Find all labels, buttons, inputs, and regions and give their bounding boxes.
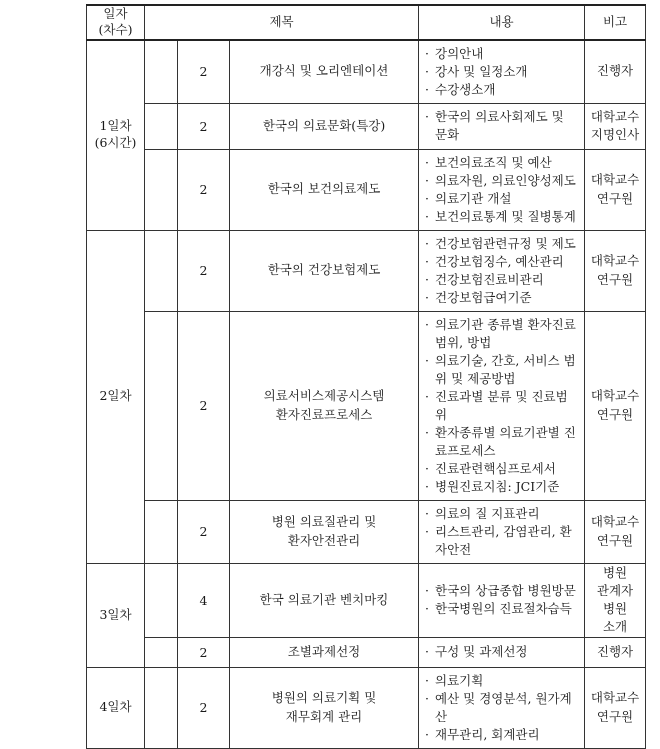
title-cell: 개강식 및 오리엔테이션	[230, 40, 419, 104]
table-row	[87, 311, 646, 500]
content-item: · 의료기관 개설	[425, 190, 578, 208]
content-cell	[419, 667, 585, 748]
content-cell	[419, 230, 585, 311]
hours-cell: 2	[178, 637, 230, 667]
content-item: · 진료과별 분류 및 진료범위	[425, 388, 578, 424]
content-item: · 강사 및 일정소개	[425, 63, 578, 81]
table-row	[87, 103, 646, 149]
content-cell	[419, 103, 585, 149]
header-row	[87, 5, 646, 40]
content-item: · 의료기관 종류별 환자진료 범위, 방법	[425, 316, 578, 352]
title-cell: 의료서비스제공시스템 환자진료프로세스	[230, 311, 419, 500]
content-item: · 건강보험징수, 예산관리	[425, 253, 578, 271]
hours-cell: 2	[178, 103, 230, 149]
table-row	[87, 40, 646, 104]
remark-cell: 진행자	[585, 637, 646, 667]
day-cell: 1일차 (6시간)	[87, 40, 145, 231]
table-row	[87, 563, 646, 637]
content-item: · 병원진료지침: JCI기준	[425, 478, 578, 496]
title-cell: 한국의 의료문화(특강)	[230, 103, 419, 149]
content-item: · 수강생소개	[425, 81, 578, 99]
header-day: 일자 (차수)	[87, 5, 145, 40]
content-item: · 리스트관리, 감염관리, 환자안전	[425, 523, 578, 559]
hours-cell: 4	[178, 563, 230, 637]
table-row	[87, 637, 646, 667]
table-row	[87, 149, 646, 230]
remark-cell: 대학교수 지명인사	[585, 103, 646, 149]
content-item: · 의료기술, 간호, 서비스 범위 및 제공방법	[425, 352, 578, 388]
title-cell: 한국의 건강보험제도	[230, 230, 419, 311]
content-item: · 의료의 질 지표관리	[425, 505, 578, 523]
content-item: · 재무관리, 회계관리	[425, 726, 578, 744]
header-content: 내용	[419, 5, 585, 40]
content-item: · 보건의료조직 및 예산	[425, 154, 578, 172]
content-item: · 한국의 상급종합 병원방문	[425, 582, 578, 600]
content-item: · 건강보험급여기준	[425, 289, 578, 307]
hours-cell: 2	[178, 500, 230, 563]
content-item: · 의료기획	[425, 672, 578, 690]
remark-cell: 대학교수 연구원	[585, 500, 646, 563]
content-item: · 강의안내	[425, 45, 578, 63]
content-cell	[419, 500, 585, 563]
remark-cell: 병원 관계자 병원 소개	[585, 563, 646, 637]
content-item: · 구성 및 과제선정	[425, 643, 578, 661]
content-item: · 한국의 의료사회제도 및 문화	[425, 108, 578, 144]
title-cell: 병원의 의료기획 및 재무회계 관리	[230, 667, 419, 748]
content-cell	[419, 149, 585, 230]
content-item: · 예산 및 경영분석, 원가계산	[425, 690, 578, 726]
title-cell: 병원 의료질관리 및 환자안전관리	[230, 500, 419, 563]
hours-cell: 2	[178, 667, 230, 748]
remark-cell: 대학교수 연구원	[585, 311, 646, 500]
remark-cell: 대학교수 연구원	[585, 667, 646, 748]
hours-cell: 2	[178, 230, 230, 311]
day-cell: 2일차	[87, 230, 145, 563]
content-cell	[419, 40, 585, 104]
header-title: 제목	[145, 5, 419, 40]
day-cell: 3일차	[87, 563, 145, 667]
hours-cell: 2	[178, 311, 230, 500]
content-cell	[419, 563, 585, 637]
title-cell: 한국의 보건의료제도	[230, 149, 419, 230]
schedule-table	[86, 4, 646, 749]
table-row	[87, 500, 646, 563]
day-cell: 4일차	[87, 667, 145, 748]
title-cell: 한국 의료기관 벤치마킹	[230, 563, 419, 637]
hours-cell: 2	[178, 40, 230, 104]
content-item: · 의료자원, 의료인양성제도	[425, 172, 578, 190]
content-item: · 건강보험진료비관리	[425, 271, 578, 289]
table-row	[87, 667, 646, 748]
title-cell: 조별과제선정	[230, 637, 419, 667]
remark-cell: 대학교수 연구원	[585, 149, 646, 230]
header-remark: 비고	[585, 5, 646, 40]
content-cell	[419, 311, 585, 500]
table-row	[87, 230, 646, 311]
content-item: · 한국병원의 진료절차습득	[425, 600, 578, 618]
hours-cell: 2	[178, 149, 230, 230]
content-item: · 보건의료통계 및 질병통계	[425, 208, 578, 226]
remark-cell: 대학교수 연구원	[585, 230, 646, 311]
content-item: · 진료관련핵심프로세서	[425, 460, 578, 478]
remark-cell: 진행자	[585, 40, 646, 104]
content-cell	[419, 637, 585, 667]
content-item: · 건강보험관련규정 및 제도	[425, 235, 578, 253]
content-item: · 환자종류별 의료기관별 진료프로세스	[425, 424, 578, 460]
